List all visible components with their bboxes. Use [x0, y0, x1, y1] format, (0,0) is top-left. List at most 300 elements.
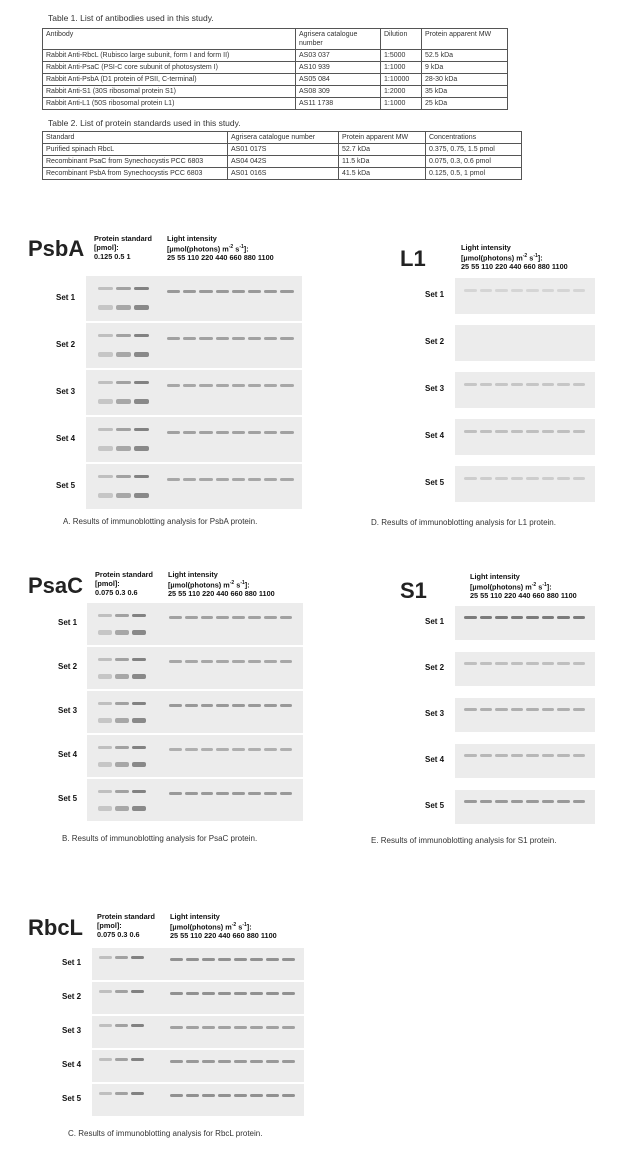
blot-band [511, 616, 524, 619]
blot-band [248, 431, 261, 434]
blot-strip [87, 691, 303, 733]
blot-band [526, 289, 539, 292]
standard-band [115, 614, 129, 617]
blot-band [495, 383, 508, 386]
blot-band [186, 958, 199, 961]
table-cell: Recombinant PsbA from Synechocystis PCC 6803 [43, 168, 228, 180]
blot-band [232, 478, 245, 481]
standard-band [116, 399, 131, 404]
blot-band [232, 792, 245, 795]
set-label: Set 4 [425, 431, 445, 440]
blot-band [557, 430, 570, 433]
standard-band [98, 614, 112, 617]
blot-band [573, 289, 586, 292]
standard-band [98, 658, 112, 661]
standard-band [116, 334, 131, 337]
blot-band [264, 290, 277, 293]
table-cell: Rabbit Anti-RbcL (Rubisco large subunit, form I and form II) [43, 50, 296, 62]
standard-band [115, 762, 129, 767]
blot-band [542, 289, 555, 292]
blot-strip [86, 276, 302, 321]
panel-title-psac: PsaC [28, 573, 84, 598]
blot-band [282, 1026, 295, 1029]
standard-band [132, 630, 146, 635]
blot-band [202, 958, 215, 961]
blot-band [232, 748, 245, 751]
panel-caption-psba: A. Results of immunoblotting analysis for PsbA protein. [63, 517, 258, 526]
blot-band [282, 992, 295, 995]
blot-band [264, 478, 277, 481]
standard-band [115, 718, 129, 723]
blot-band [266, 992, 279, 995]
blot-band [183, 431, 196, 434]
standard-band [134, 475, 149, 478]
blot-band [280, 431, 293, 434]
standard-band [131, 1092, 144, 1095]
table-cell: Recombinant PsaC from Synechocystis PCC 6803 [43, 156, 228, 168]
blot-band [573, 800, 586, 803]
blot-band [495, 477, 508, 480]
standard-band [134, 381, 149, 384]
blot-band [201, 748, 214, 751]
blot-band [199, 337, 212, 340]
blot-band [542, 616, 555, 619]
blot-band [186, 1026, 199, 1029]
table-cell: AS08 309 [296, 86, 381, 98]
blot-strip [92, 982, 304, 1014]
blot-band [511, 430, 524, 433]
blot-band [216, 337, 229, 340]
blot-band [464, 477, 477, 480]
blot-strip [455, 278, 595, 314]
blot-band [464, 662, 477, 665]
blot-band [216, 290, 229, 293]
standard-band [98, 446, 113, 451]
panel-title-s1: S1 [400, 578, 427, 603]
standard-band [134, 446, 149, 451]
panel-title-rbcl: RbcL [28, 915, 83, 940]
blot-band [480, 430, 493, 433]
blot-band [480, 477, 493, 480]
light-intensity-header: Light intensity [µmol(photons) $m^{-2}$ $s^{-1}$]: 25 55 110 220 440 660 880 1100 [461, 243, 568, 272]
standard-band [115, 790, 129, 793]
table-cell: 1:1000 [381, 62, 422, 74]
table-row [43, 62, 508, 74]
blot-band [526, 477, 539, 480]
blot-band [218, 1060, 231, 1063]
blot-band [495, 430, 508, 433]
standard-band [116, 475, 131, 478]
standard-band [115, 956, 128, 959]
blot-band [280, 792, 293, 795]
standard-band [98, 381, 113, 384]
blot-strip [455, 325, 595, 361]
blot-band [573, 662, 586, 665]
table-cell: 52.7 kDa [339, 144, 426, 156]
standard-band [116, 493, 131, 498]
blot-band [557, 477, 570, 480]
blot-band [250, 1060, 263, 1063]
blot-band [186, 992, 199, 995]
panel-caption-rbcl: C. Results of immunoblotting analysis for RbcL protein. [68, 1129, 263, 1138]
set-label: Set 1 [58, 618, 78, 627]
table1-caption: Table 1. List of antibodies used in this study. [48, 13, 214, 23]
blot-band [248, 478, 261, 481]
blot-band [201, 704, 214, 707]
blot-band [480, 754, 493, 757]
blot-band [167, 384, 180, 387]
blot-band [464, 708, 477, 711]
standard-band [132, 674, 146, 679]
set-label: Set 2 [425, 337, 445, 346]
blot-band [280, 616, 293, 619]
table-cell: 41.5 kDa [339, 168, 426, 180]
standard-band [98, 428, 113, 431]
blot-band [282, 1060, 295, 1063]
blot-band [280, 660, 293, 663]
set-label: Set 4 [425, 755, 445, 764]
panel-caption-s1: E. Results of immunoblotting analysis for S1 protein. [371, 836, 557, 845]
blot-band [464, 800, 477, 803]
blot-band [170, 1094, 183, 1097]
table-cell: Rabbit Anti-L1 (50S ribosomal protein L1) [43, 98, 296, 110]
standard-band [115, 1092, 128, 1095]
standard-band [132, 746, 146, 749]
blot-band [480, 662, 493, 665]
blot-band [511, 708, 524, 711]
blot-band [170, 992, 183, 995]
table-cell: 25 kDa [422, 98, 508, 110]
blot-band [185, 704, 198, 707]
table-header-cell: Standard [43, 132, 228, 144]
standard-band [115, 1058, 128, 1061]
blot-band [280, 384, 293, 387]
set-label: Set 4 [56, 433, 76, 443]
table-cell: 0.375, 0.75, 1.5 pmol [426, 144, 522, 156]
blot-band [167, 337, 180, 340]
blot-band [248, 704, 261, 707]
blot-band [199, 384, 212, 387]
blot-band [202, 1094, 215, 1097]
blot-band [264, 660, 277, 663]
standard-band [132, 614, 146, 617]
blot-strip [87, 735, 303, 777]
table-row [43, 144, 522, 156]
blot-band [264, 431, 277, 434]
standard-band [115, 658, 129, 661]
blot-band [526, 662, 539, 665]
standard-band [98, 702, 112, 705]
standard-band [116, 287, 131, 290]
table-header-cell: Agrisera catalogue number [296, 29, 381, 50]
table-header-cell: Protein apparent MW [339, 132, 426, 144]
table-cell: AS03 037 [296, 50, 381, 62]
blot-band [480, 383, 493, 386]
standard-band [134, 287, 149, 290]
table-cell: Rabbit Anti-PsbA (D1 protein of PSII, C-terminal) [43, 74, 296, 86]
table-cell: Rabbit Anti-S1 (30S ribosomal protein S1) [43, 86, 296, 98]
blot-band [232, 431, 245, 434]
blot-strip [92, 1084, 304, 1116]
blot-strip [455, 790, 595, 824]
blot-band [201, 792, 214, 795]
blot-band [573, 616, 586, 619]
antibody-table [42, 28, 508, 110]
blot-band [250, 1094, 263, 1097]
table-row [43, 86, 508, 98]
blot-band [234, 1094, 247, 1097]
standard-band [131, 956, 144, 959]
blot-band [169, 660, 182, 663]
standard-band [115, 702, 129, 705]
blot-band [557, 708, 570, 711]
blot-band [218, 958, 231, 961]
table-header-cell: Antibody [43, 29, 296, 50]
standard-band [98, 674, 112, 679]
standard-band [116, 381, 131, 384]
set-label: Set 1 [56, 292, 76, 302]
blot-band [542, 383, 555, 386]
set-label: Set 3 [58, 706, 78, 715]
blot-band [248, 660, 261, 663]
blot-strip [87, 603, 303, 645]
standard-band [98, 475, 113, 478]
blot-band [232, 290, 245, 293]
blot-band [480, 616, 493, 619]
blot-band [199, 290, 212, 293]
standard-band [98, 806, 112, 811]
standard-band [116, 446, 131, 451]
blot-band [282, 1094, 295, 1097]
blot-band [185, 616, 198, 619]
blot-band [282, 958, 295, 961]
blot-band [232, 660, 245, 663]
light-intensity-header: Light intensity [µmol(photons) $m^{-2}$ $s^{-1}$]: 25 55 110 220 440 660 880 1100 [170, 912, 277, 941]
standard-band [134, 334, 149, 337]
table-header-cell: Dilution [381, 29, 422, 50]
panel-title-l1: L1 [400, 246, 426, 271]
blot-band [234, 1060, 247, 1063]
blot-band [216, 792, 229, 795]
standard-band [98, 352, 113, 357]
protein-standard-header: Protein standard [pmol]: 0.125 0.5 1 [94, 234, 152, 261]
table-cell: Purified spinach RbcL [43, 144, 228, 156]
blot-band [266, 1094, 279, 1097]
table-cell: 11.5 kDa [339, 156, 426, 168]
blot-band [216, 704, 229, 707]
standard-band [98, 762, 112, 767]
table2-caption: Table 2. List of protein standards used in this study. [48, 118, 241, 128]
panel-caption-l1: D. Results of immunoblotting analysis for L1 protein. [371, 518, 556, 527]
blot-strip [455, 606, 595, 640]
blot-band [557, 616, 570, 619]
set-label: Set 3 [425, 709, 445, 718]
table-row [43, 168, 522, 180]
table-row [43, 74, 508, 86]
table-header-cell: Agrisera catalogue number [228, 132, 339, 144]
blot-band [526, 800, 539, 803]
blot-band [264, 616, 277, 619]
blot-band [280, 748, 293, 751]
blot-band [186, 1094, 199, 1097]
blot-band [557, 800, 570, 803]
blot-band [232, 337, 245, 340]
blot-band [464, 383, 477, 386]
table-row [43, 50, 508, 62]
blot-band [557, 289, 570, 292]
table-cell: 1:10000 [381, 74, 422, 86]
standard-band [132, 658, 146, 661]
standard-band [99, 956, 112, 959]
set-label: Set 5 [58, 794, 78, 803]
standard-band [132, 718, 146, 723]
blot-band [199, 478, 212, 481]
standard-band [116, 428, 131, 431]
standard-band [134, 399, 149, 404]
blot-band [511, 383, 524, 386]
light-intensity-header: Light intensity [µmol(photons) $m^{-2}$ $s^{-1}$]: 25 55 110 220 440 660 880 1100 [168, 570, 275, 599]
blot-strip [92, 1016, 304, 1048]
blot-band [264, 748, 277, 751]
standard-band [98, 334, 113, 337]
blot-band [218, 1026, 231, 1029]
standard-band [98, 305, 113, 310]
blot-band [464, 430, 477, 433]
blot-band [216, 478, 229, 481]
blot-band [266, 1026, 279, 1029]
standard-band [115, 1024, 128, 1027]
blot-band [526, 383, 539, 386]
blot-band [480, 800, 493, 803]
blot-band [573, 477, 586, 480]
blot-band [169, 616, 182, 619]
blot-band [218, 992, 231, 995]
set-label: Set 5 [62, 1094, 82, 1103]
table-cell: Rabbit Anti-PsaC (PSI-C core subunit of photosystem I) [43, 62, 296, 74]
standard-band [134, 428, 149, 431]
blot-band [199, 431, 212, 434]
table-header-cell: Concentrations [426, 132, 522, 144]
blot-band [167, 431, 180, 434]
table-cell: AS11 1738 [296, 98, 381, 110]
blot-band [573, 430, 586, 433]
blot-band [248, 337, 261, 340]
set-label: Set 4 [62, 1060, 82, 1069]
blot-band [280, 290, 293, 293]
standard-band [98, 718, 112, 723]
panel-title-psba: PsbA [28, 236, 85, 261]
standard-band [99, 1058, 112, 1061]
set-label: Set 1 [425, 617, 445, 626]
blot-band [218, 1094, 231, 1097]
blot-band [201, 660, 214, 663]
blot-band [557, 754, 570, 757]
blot-band [185, 792, 198, 795]
blot-band [232, 384, 245, 387]
table-cell: 1:2000 [381, 86, 422, 98]
table-cell: 0.075, 0.3, 0.6 pmol [426, 156, 522, 168]
blot-band [202, 1026, 215, 1029]
blot-band [542, 477, 555, 480]
set-label: Set 1 [425, 290, 445, 299]
standard-band [98, 287, 113, 290]
blot-band [511, 754, 524, 757]
blot-band [557, 662, 570, 665]
blot-strip [86, 323, 302, 368]
protein-standard-header: Protein standard [pmol]: 0.075 0.3 0.6 [95, 570, 153, 597]
blot-band [185, 660, 198, 663]
standard-band [115, 674, 129, 679]
table-cell: 35 kDa [422, 86, 508, 98]
light-intensity-header: Light intensity [µmol(photons) $m^{-2}$ $s^{-1}$]: 25 55 110 220 440 660 880 1100 [470, 572, 577, 601]
standard-band [98, 746, 112, 749]
blot-band [169, 748, 182, 751]
table-cell: 28-30 kDa [422, 74, 508, 86]
blot-band [542, 430, 555, 433]
blot-band [232, 704, 245, 707]
standard-band [116, 305, 131, 310]
blot-band [202, 992, 215, 995]
blot-band [183, 478, 196, 481]
blot-band [234, 958, 247, 961]
blot-band [248, 792, 261, 795]
blot-band [495, 662, 508, 665]
blot-band [170, 1060, 183, 1063]
standards-table [42, 131, 522, 180]
table-cell: AS04 042S [228, 156, 339, 168]
set-label: Set 3 [62, 1026, 82, 1035]
blot-band [250, 992, 263, 995]
protein-standard-header: Protein standard [pmol]: 0.075 0.3 0.6 [97, 912, 155, 939]
blot-band [526, 430, 539, 433]
table-cell: AS01 016S [228, 168, 339, 180]
blot-band [169, 792, 182, 795]
set-label: Set 4 [58, 750, 78, 759]
blot-strip [455, 698, 595, 732]
standard-band [98, 399, 113, 404]
blot-strip [92, 1050, 304, 1082]
blot-band [526, 708, 539, 711]
table-row [43, 98, 508, 110]
blot-band [280, 704, 293, 707]
blot-strip [86, 417, 302, 462]
standard-band [131, 1024, 144, 1027]
blot-band [266, 958, 279, 961]
blot-strip [86, 464, 302, 509]
standard-band [99, 1092, 112, 1095]
blot-band [169, 704, 182, 707]
standard-band [131, 990, 144, 993]
set-label: Set 5 [425, 801, 445, 810]
table-cell: AS01 017S [228, 144, 339, 156]
standard-band [131, 1058, 144, 1061]
blot-band [557, 383, 570, 386]
blot-band [573, 708, 586, 711]
blot-band [234, 992, 247, 995]
blot-strip [455, 419, 595, 455]
set-label: Set 2 [56, 339, 76, 349]
standard-band [132, 702, 146, 705]
blot-band [216, 660, 229, 663]
standard-band [115, 630, 129, 635]
table-header-row [43, 29, 508, 50]
set-label: Set 2 [425, 663, 445, 672]
blot-band [183, 337, 196, 340]
blot-band [216, 616, 229, 619]
blot-band [202, 1060, 215, 1063]
blot-band [170, 1026, 183, 1029]
blot-band [250, 958, 263, 961]
